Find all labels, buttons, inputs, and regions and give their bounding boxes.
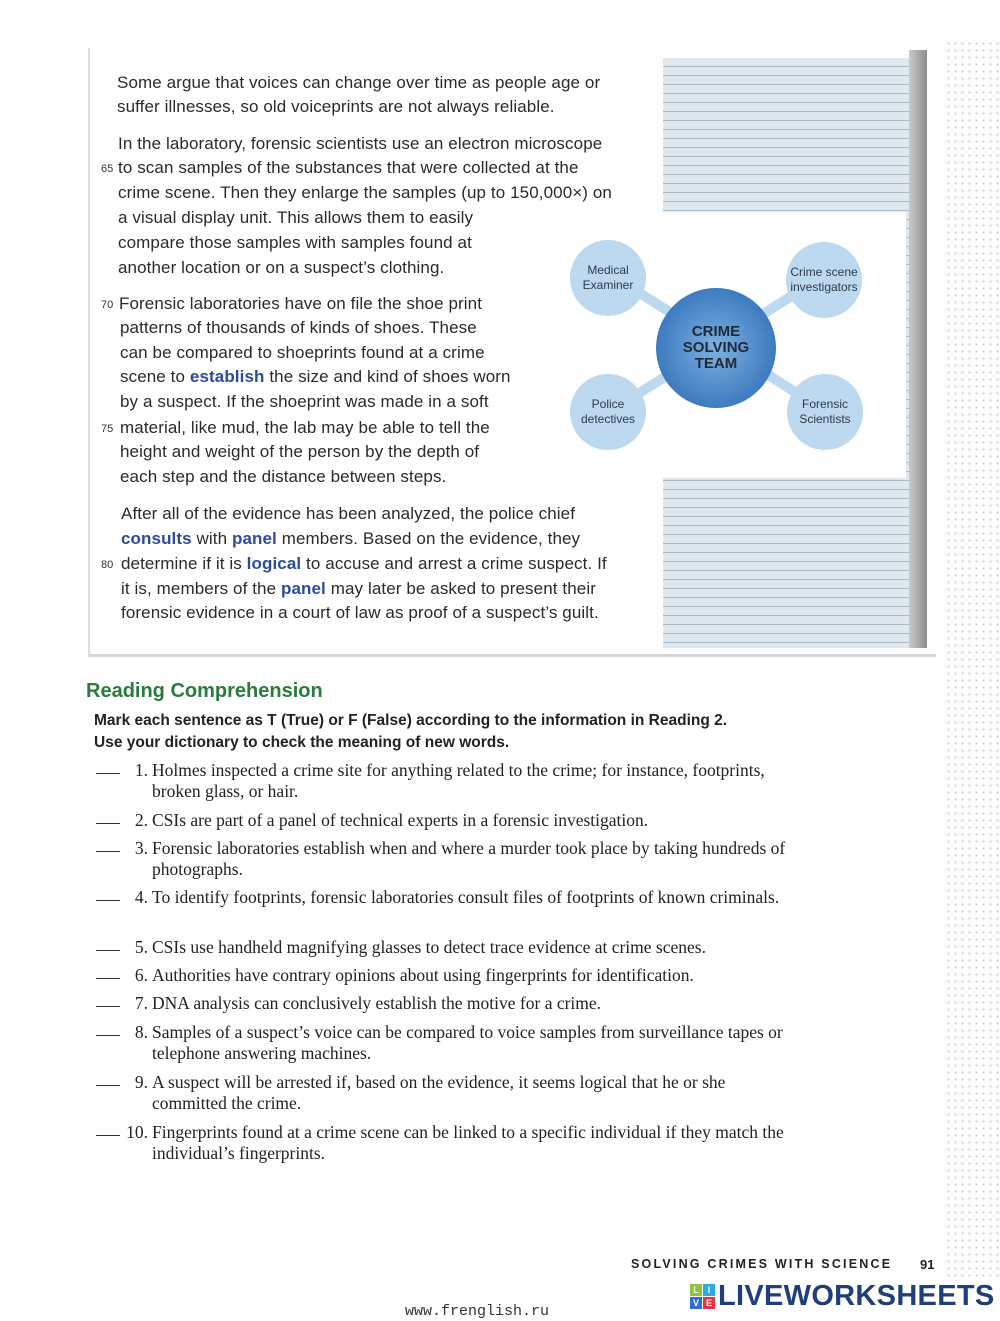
- line-number: 70: [101, 299, 114, 311]
- text-line: [121, 603, 599, 623]
- text-segment: Some argue that voices can change over time as people age or: [117, 73, 601, 92]
- answer-blank[interactable]: [96, 851, 120, 852]
- text-segment: with: [191, 529, 232, 548]
- logo-letter: L: [690, 1284, 702, 1296]
- question-number: 9.: [134, 1072, 148, 1092]
- answer-blank[interactable]: [96, 1006, 120, 1007]
- text-line: [120, 367, 511, 387]
- logo-letter: I: [703, 1284, 715, 1296]
- text-segment: height and weight of the person by the depth of: [120, 442, 480, 461]
- text-line: [120, 418, 490, 438]
- answer-blank[interactable]: [96, 773, 120, 774]
- node-label: Police detectives: [580, 397, 636, 426]
- text-line: [120, 392, 489, 412]
- text-line: [118, 233, 472, 253]
- text-segment: scene to: [120, 367, 190, 386]
- line-number: 75: [101, 423, 114, 435]
- text-line: [118, 134, 602, 154]
- question-text: To identify footprints, forensic laboratories consult files of footprints of known criminals.: [152, 887, 780, 907]
- text-line: [120, 467, 446, 487]
- instructions-line-1: Mark each sentence as T (True) or F (False) according to the information in Reading 2.: [94, 712, 728, 729]
- image-edge: [909, 50, 927, 648]
- question-text: Authorities have contrary opinions about using fingerprints for identification.: [152, 965, 694, 985]
- answer-blank[interactable]: [96, 1085, 120, 1086]
- logo-letter: E: [703, 1297, 715, 1309]
- logo-letter: V: [690, 1297, 702, 1309]
- site-url: www.frenglish.ru: [405, 1303, 550, 1320]
- answer-blank[interactable]: [96, 823, 120, 824]
- text-segment: material, like mud, the lab may be able to tell the: [120, 418, 490, 437]
- question-text: Fingerprints found at a crime scene can be linked to a specific individual if they match the individual’s fingerprints.: [152, 1122, 784, 1163]
- answer-blank[interactable]: [96, 900, 120, 901]
- node-police-detectives: [570, 374, 646, 450]
- text-segment: each step and the distance between steps.: [120, 467, 447, 486]
- answer-blank[interactable]: [96, 978, 120, 979]
- question-text: Samples of a suspect’s voice can be compared to voice samples from surveillance tapes or telephone answering machines.: [152, 1022, 783, 1063]
- dotted-margin: [945, 40, 1000, 1280]
- liveworksheets-logo: [690, 1280, 995, 1313]
- text-segment: In the laboratory, forensic scientists use an electron microscope: [118, 134, 603, 153]
- question-text: Holmes inspected a crime site for anything related to the crime; for instance, footprints, broken glass, or hair.: [152, 760, 765, 801]
- node-label: Crime scene investigators: [790, 265, 858, 294]
- node-medical-examiner: [570, 240, 646, 316]
- text-line: [121, 579, 596, 599]
- node-forensic-scientists: [787, 374, 863, 450]
- text-segment: forensic evidence in a court of law as proof of a suspect’s guilt.: [121, 603, 599, 622]
- vocabulary-word: panel: [280, 579, 326, 598]
- text-line: [117, 97, 555, 117]
- question-number: 2.: [134, 810, 148, 830]
- section-heading: Reading Comprehension: [86, 680, 323, 702]
- question-text: CSIs are part of a panel of technical experts in a forensic investigation.: [152, 810, 649, 830]
- text-segment: may later be asked to present their: [325, 579, 596, 598]
- question-number: 8.: [134, 1022, 148, 1042]
- text-line: [120, 343, 485, 363]
- text-segment: members. Based on the evidence, they: [276, 529, 581, 548]
- text-segment: the size and kind of shoes worn: [264, 367, 511, 386]
- question-number: 10.: [126, 1122, 148, 1142]
- text-segment: to accuse and arrest a crime suspect. If: [301, 554, 607, 573]
- logo-icon: [690, 1284, 715, 1309]
- text-segment: patterns of thousands of kinds of shoes. These: [120, 318, 477, 337]
- text-line: [119, 294, 482, 314]
- text-segment: by a suspect. If the shoeprint was made in a soft: [120, 392, 489, 411]
- answer-blank[interactable]: [96, 1035, 120, 1036]
- vocabulary-word: consults: [121, 529, 192, 548]
- node-label: Medical Examiner: [582, 263, 634, 292]
- question-text: DNA analysis can conclusively establish the motive for a crime.: [152, 993, 602, 1013]
- text-segment: it is, members of the: [121, 579, 281, 598]
- text-segment: another location or on a suspect’s clothing.: [118, 258, 445, 277]
- text-line: [121, 529, 580, 549]
- hub-label: CRIME SOLVING TEAM: [682, 323, 750, 372]
- running-title: SOLVING CRIMES WITH SCIENCE: [631, 1257, 893, 1271]
- question-text: CSIs use handheld magnifying glasses to detect trace evidence at crime scenes.: [152, 937, 706, 957]
- text-segment: to scan samples of the substances that were collected at the: [118, 158, 579, 177]
- vocabulary-word: establish: [189, 367, 265, 386]
- text-segment: suffer illnesses, so old voiceprints are not always reliable.: [117, 97, 555, 116]
- line-number: 65: [101, 163, 114, 175]
- question-number: 1.: [134, 760, 148, 780]
- text-line: [121, 504, 575, 524]
- text-line: [118, 183, 612, 203]
- question-text: A suspect will be arrested if, based on the evidence, it seems logical that he or she committed the crime.: [152, 1072, 726, 1113]
- text-segment: can be compared to shoeprints found at a crime: [120, 343, 485, 362]
- question-number: 3.: [134, 838, 148, 858]
- page-number: 91: [920, 1257, 935, 1272]
- text-segment: Forensic laboratories have on file the shoe print: [119, 294, 483, 313]
- vocabulary-word: logical: [246, 554, 302, 573]
- question-number: 5.: [134, 937, 148, 957]
- text-line: [117, 73, 600, 93]
- text-line: [121, 554, 607, 574]
- answer-blank[interactable]: [96, 950, 120, 951]
- text-line: [120, 318, 477, 338]
- text-segment: a visual display unit. This allows them to easily: [118, 208, 474, 227]
- text-segment: After all of the evidence has been analyzed, the police chief: [121, 504, 576, 523]
- node-label: Forensic Scientists: [799, 397, 851, 426]
- text-line: [118, 208, 473, 228]
- instructions-line-2: Use your dictionary to check the meaning of new words.: [94, 734, 510, 751]
- brand-name: LIVEWORKSHEETS: [718, 1280, 995, 1312]
- text-segment: compare those samples with samples found at: [118, 233, 472, 252]
- hub-crime-solving-team: [656, 288, 776, 408]
- question-number: 7.: [134, 993, 148, 1013]
- text-line: [118, 258, 444, 278]
- question-number: 4.: [134, 887, 148, 907]
- text-line: [118, 158, 579, 178]
- vocabulary-word: panel: [231, 529, 277, 548]
- answer-blank[interactable]: [96, 1135, 120, 1136]
- question-text: Forensic laboratories establish when and where a murder took place by taking hundreds of photographs.: [152, 838, 786, 879]
- text-line: [120, 442, 479, 462]
- line-number: 80: [101, 559, 114, 571]
- text-segment: crime scene. Then they enlarge the samples (up to 150,000×) on: [118, 183, 612, 202]
- text-segment: determine if it is: [121, 554, 247, 573]
- question-number: 6.: [134, 965, 148, 985]
- node-crime-scene-investigators: [786, 242, 862, 318]
